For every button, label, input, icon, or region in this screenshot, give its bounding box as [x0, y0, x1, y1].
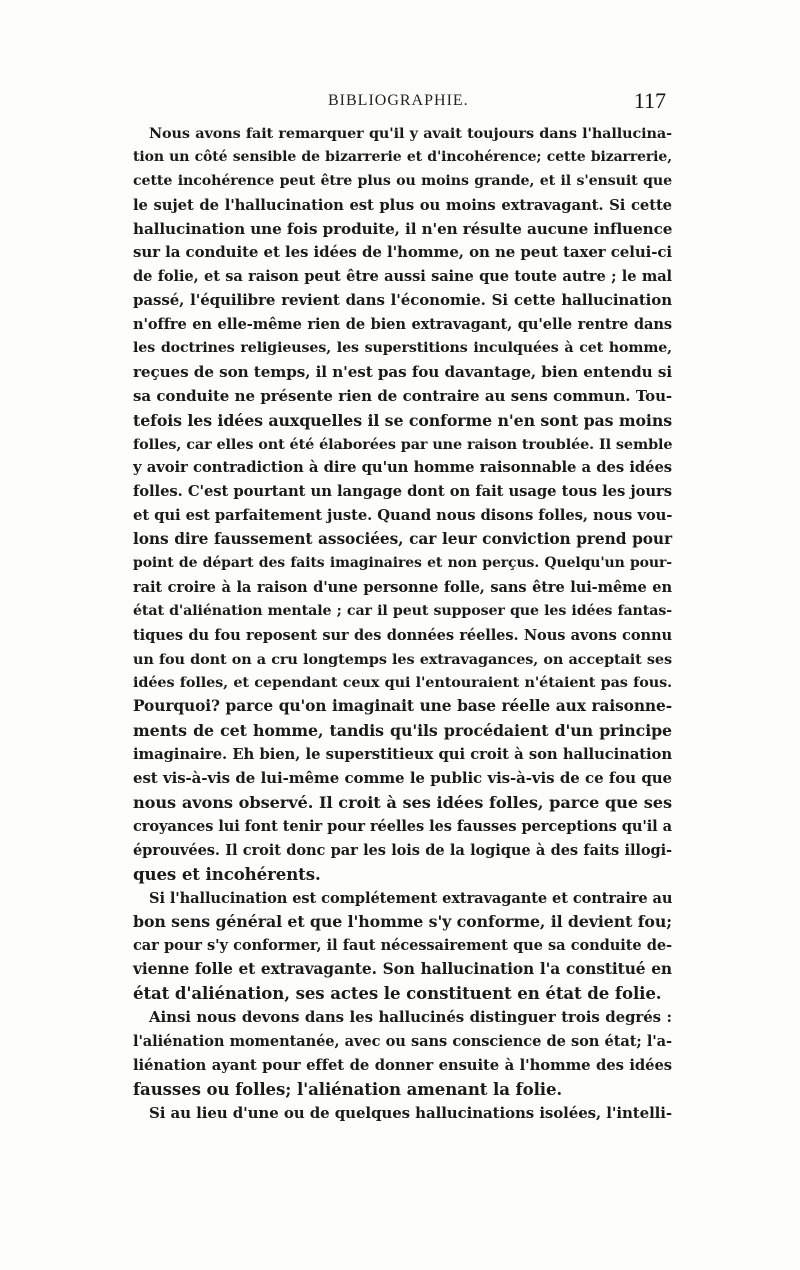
text-line: lons dire faussement associées, car leur conviction prend pour [133, 530, 672, 549]
text-line: tefois les idées auxquelles il se conforme n'en sont pas moins [133, 410, 672, 430]
text-line: tiques du fou reposent sur des données réelles. Nous avons connu [133, 626, 672, 644]
text-line: et qui est parfaitement juste. Quand nous disons folles, nous vou- [133, 507, 673, 525]
text-line: passé, l'équilibre revient dans l'économie. Si cette hallucination [133, 291, 672, 310]
text-line: y avoir contradiction à dire qu'un homme raisonnable a des idées [133, 459, 672, 477]
text-line: Pourquoi? parce qu'on imaginait une base réelle aux raisonne- [133, 697, 672, 716]
text-line: Ainsi nous devons dans les hallucinés distinguer trois degrés : [149, 1007, 672, 1026]
text-line: croyances lui font tenir pour réelles les fausses perceptions qu'il a [133, 817, 672, 835]
text-line: sa conduite ne présente rien de contraire au sens commun. Tou- [133, 386, 672, 405]
text-line: rait croire à la raison d'une personne folle, sans être lui-même en [133, 578, 672, 596]
text-line: un fou dont on a cru longtemps les extravagances, on acceptait ses [133, 650, 672, 668]
text-line: Si au lieu d'une ou de quelques hallucinations isolées, l'intelli- [149, 1103, 672, 1122]
text-line: état d'aliénation mentale ; car il peut supposer que les idées fantas- [133, 602, 672, 619]
text-line: ques et incohérents. [133, 863, 321, 884]
text-line: n'offre en elle-même rien de bien extravagant, qu'elle rentre dans [133, 316, 672, 334]
text-line: tion un côté sensible de bizarrerie et d'incohérence; cette bizarrerie, [133, 148, 672, 165]
text-line: fausses ou folles; l'aliénation amenant la folie. [133, 1078, 563, 1099]
text-line: liénation ayant pour effet de donner ensuite à l'homme des idées [133, 1056, 672, 1074]
text-line: le sujet de l'hallucination est plus ou moins extravagant. Si cette [133, 196, 672, 214]
running-head [130, 88, 670, 118]
text-line: vienne folle et extravagante. Son hallucination l'a constitué en [133, 960, 672, 979]
text-line: cette incohérence peut être plus ou moins grande, et il s'ensuit que [133, 172, 672, 189]
text-line: folles. C'est pourtant un langage dont on fait usage tous les jours [133, 483, 672, 501]
running-title: BIBLIOGRAPHIE. [328, 92, 469, 109]
text-line: Nous avons fait remarquer qu'il y avait toujours dans l'hallucina- [149, 125, 672, 142]
text-line: éprouvées. Il croit donc par les lois de la logique à des faits illogi- [133, 841, 672, 859]
text-line: imaginaire. Eh bien, le superstitieux qui croit à son hallucination [133, 746, 672, 764]
text-line: les doctrines religieuses, les superstitions inculquées à cet homme, [133, 340, 672, 357]
text-line: hallucination une fois produite, il n'en résulte aucune influence [133, 219, 673, 238]
text-line: bon sens général et que l'homme s'y conforme, il devient fou; [133, 912, 672, 932]
text-line: car pour s'y conformer, il faut nécessairement que sa conduite de- [133, 937, 672, 955]
text-line: état d'aliénation, ses actes le constituent en état de folie. [133, 983, 662, 1004]
text-line: est vis-à-vis de lui-même comme le public vis-à-vis de ce fou que [133, 769, 672, 788]
text-line: de folie, et sa raison peut être aussi saine que toute autre ; le mal [133, 268, 672, 286]
text-line: ments de cet homme, tandis qu'ils procédaient d'un principe [133, 721, 672, 741]
text-line: l'aliénation momentanée, avec ou sans conscience de son état; l'a- [133, 1032, 672, 1050]
body-text [133, 122, 672, 1125]
text-line: reçues de son temps, il n'est pas fou davantage, bien entendu si [133, 362, 672, 381]
text-line: folles, car elles ont été élaborées par une raison troublée. Il semble [133, 435, 673, 453]
text-line: Si l'hallucination est complétement extravagante et contraire au [149, 889, 673, 907]
page-number: 117 [633, 88, 666, 113]
text-line: idées folles, et cependant ceux qui l'entouraient n'étaient pas fous. [133, 674, 672, 692]
text-line: nous avons observé. Il croit à ses idées folles, parce que ses [133, 792, 672, 812]
text-line: point de départ des faits imaginaires et non perçus. Quelqu'un pour- [133, 555, 672, 572]
text-line: sur la conduite et les idées de l'homme, on ne peut taxer celui-ci [133, 243, 672, 262]
